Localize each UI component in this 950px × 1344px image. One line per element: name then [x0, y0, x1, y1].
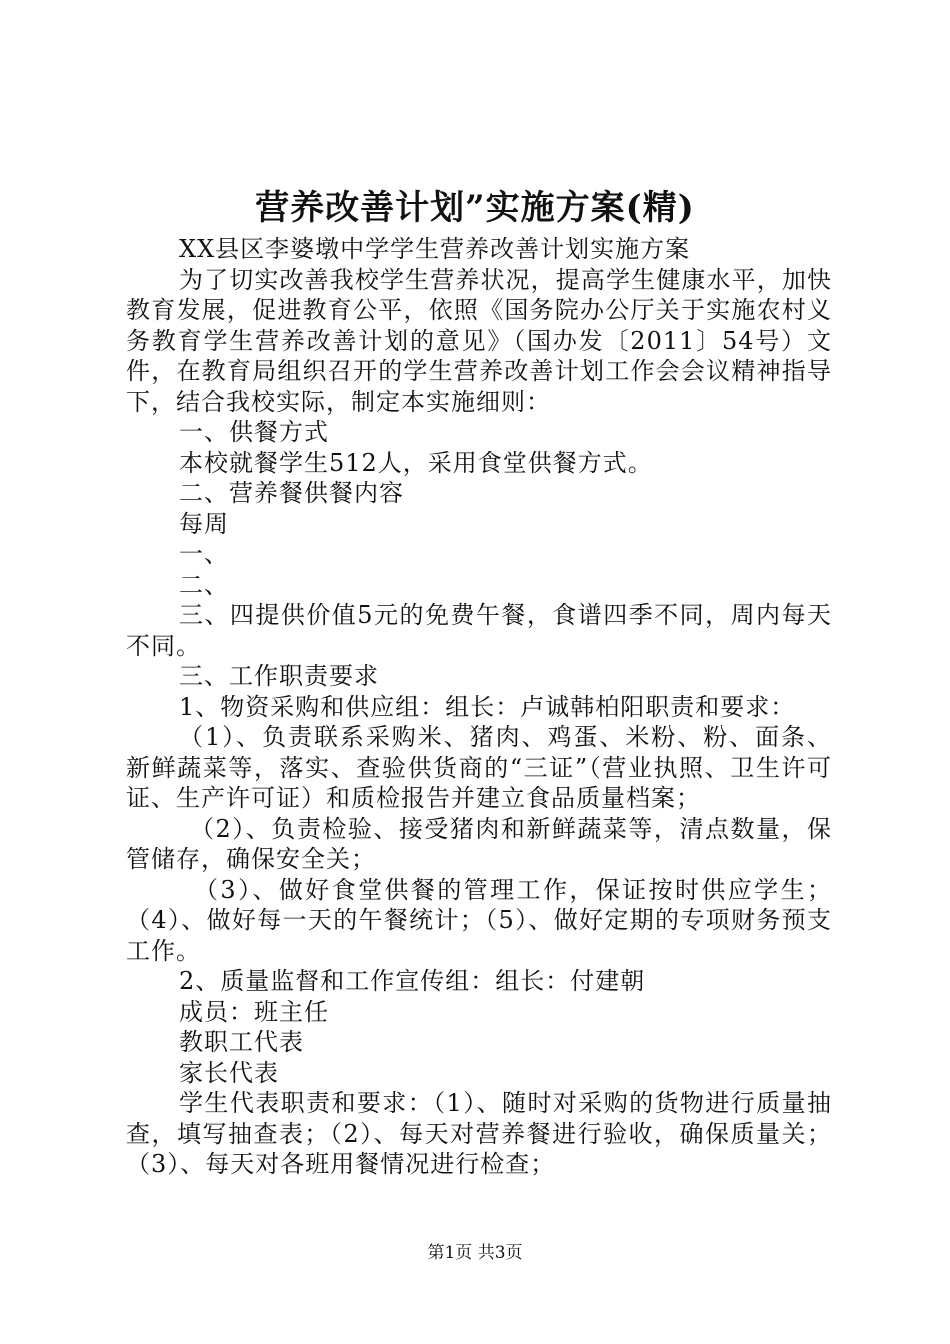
document-body: [126, 234, 832, 1180]
paragraph-student-rep: 学生代表职责和要求：（1）、随时对采购的货物进行质量抽查，填写抽查表；（2）、每天对营养餐进行验收，确保质量关；（3）、每天对各班用餐情况进行检查；: [126, 1089, 832, 1178]
paragraph-intro: 为了切实改善我校学生营养状况，提高学生健康水平，加快教育发展，促进教育公平，依照《国务院办公厅关于实施农村义务教育学生营养改善计划的意见》（国办发〔2011〕54号）文件，在教育局组织召开的学生营养改善计划工作会会议精神指导下，结合我校实际，制定本实施细则：: [126, 265, 832, 416]
paragraph-procurement-group: 1、物资采购和供应组：组长：卢诚韩柏阳职责和要求：: [179, 692, 796, 721]
page-footer: 第1页 共3页: [427, 1243, 523, 1263]
paragraph-supervision-group: 2、质量监督和工作宣传组：组长：付建朝: [179, 967, 646, 995]
heading-meal-method: 一、供餐方式: [179, 418, 329, 446]
paragraph-free-lunch: 三、四提供价值5元的免费午餐，食谱四季不同，周内每天不同。: [126, 601, 832, 660]
document-title: 营养改善计划”实施方案(精): [255, 188, 695, 228]
paragraph-staff-rep: 教职工代表: [179, 1028, 304, 1056]
paragraph-members: 成员：班主任: [179, 997, 329, 1026]
paragraph-duty-2: （2）、负责检验、接受猪肉和新鲜蔬菜等，清点数量，保管储存，确保安全关；: [126, 814, 832, 873]
paragraph-day-one: 一、: [179, 540, 229, 568]
paragraph-meal-method: 本校就餐学生512人，采用食堂供餐方式。: [179, 448, 653, 477]
paragraph-parent-rep: 家长代表: [179, 1058, 279, 1087]
paragraph-day-two: 二、: [179, 570, 229, 599]
paragraph-weekly: 每周: [179, 509, 229, 538]
paragraph-duty-1: （1）、负责联系采购米、猪肉、鸡蛋、米粉、粉、面条、新鲜蔬菜等，落实、查验供货商的“三证”（营业执照、卫生许可证、生产许可证）和质检报告并建立食品质量档案；: [126, 723, 832, 812]
paragraph-duty-3-5: （3）、做好食堂供餐的管理工作，保证按时供应学生；（4）、做好每一天的午餐统计；（5）、做好定期的专项财务预支工作。: [126, 875, 832, 965]
heading-meal-content: 二、营养餐供餐内容: [179, 479, 404, 507]
heading-duties: 三、工作职责要求: [179, 662, 379, 690]
paragraph-plan-name: XX县区李婆墩中学学生营养改善计划实施方案: [179, 235, 691, 263]
